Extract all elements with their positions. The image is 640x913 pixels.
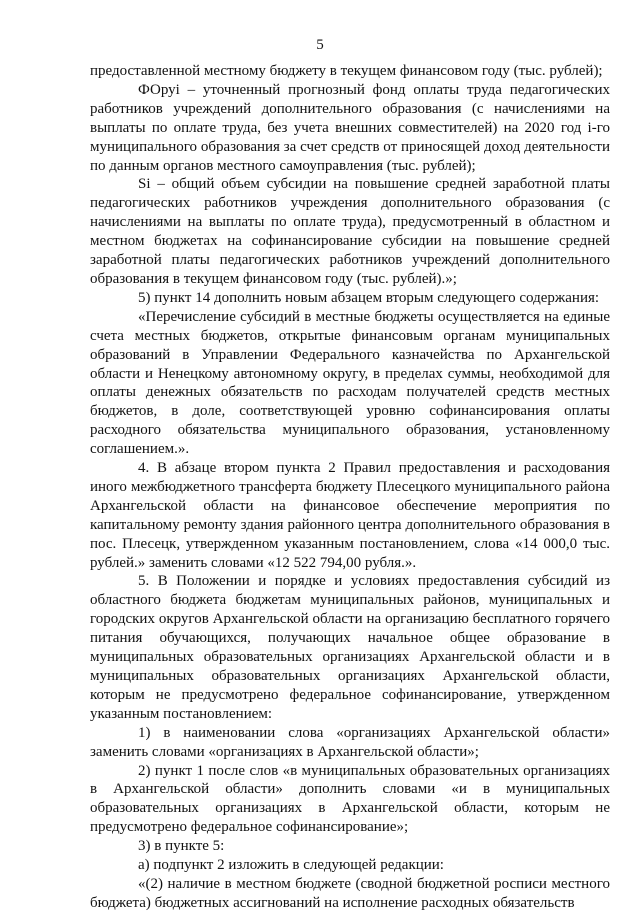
document-body <box>90 62 610 913</box>
paragraph: 4. В абзаце втором пункта 2 Правил предоставления и расходования иного межбюджетного трансферта бюджету Плесецкого муниципального района Архангельской области на финансовое обеспечение мероприятия по капитальному ремонту здания районного центра дополнительного образования в пос. Плесецк, утвержденном указанным постановлением, слова «14 000,0 тыс. рублей.» заменить словами «12 522 794,00 рубля.». <box>90 460 610 571</box>
paragraph: 5) пункт 14 дополнить новым абзацем вторым следующего содержания: <box>138 289 600 306</box>
paragraph: Si – общий объем субсидии на повышение средней заработной платы педагогических работников учреждения дополнительного образования (с начислениями на выплаты по оплате труда), предусмотренный в областном и местном бюджетах на софинансирование субсидии на повышение средней заработной платы педагогических работников учреждений дополнительного образования в текущем финансовом году (тыс. рублей).»; <box>90 176 610 287</box>
paragraph: а) подпункт 2 изложить в следующей редакции: <box>138 857 444 874</box>
paragraph: 2) пункт 1 после слов «в муниципальных образовательных организациях в Архангельской области» дополнить словами «и в муниципальных образовательных организациях в Архангельской области, которым не предусмотрено федеральное софинансирование»; <box>90 762 610 836</box>
paragraph: «(2) наличие в местном бюджете (сводной бюджетной росписи местного бюджета) бюджетных ассигнований на исполнение расходных обязательств <box>90 875 610 911</box>
paragraph: предоставленной местному бюджету в текущем финансовом году (тыс. рублей); <box>90 63 603 79</box>
paragraph: «Перечисление субсидий в местные бюджеты осуществляется на единые счета местных бюджетов, открытые финансовым органам муниципальных образований в Управлении Федерального казначейства по Архангельской области и Ненецкому автономному округу, в пределах суммы, необходимой для оплаты денежных обязательств по расходам получателей средств местных бюджетов, в доле, соответствующей уровню софинансирования оплаты расходного обязательства муниципального образования, установленному соглашением.». <box>90 308 610 458</box>
paragraph: 3) в пункте 5: <box>138 838 225 855</box>
paragraph: 5. В Положении и порядке и условиях предоставления субсидий из областного бюджета бюджетам муниципальных районов, муниципальных и городских округов Архангельской области на организацию бесплатного горячего питания обучающихся, получающих начальное общее образование в муниципальных образовательных организациях Архангельской области и в муниципальных образовательных организациях Архангельской области, которым не предусмотрено федеральное софинансирование, утвержденном указанным постановлением: <box>90 573 610 722</box>
paragraph: 1) в наименовании слова «организациях Архангельской области» заменить словами «организациях в Архангельской области»; <box>90 724 610 760</box>
page-number: 5 <box>316 37 324 53</box>
paragraph: ФОруі – уточненный прогнозный фонд оплаты труда педагогических работников учреждений дополнительного образования (с начислениями на выплаты по оплате труда, без учета внешних совместителей) на 2020 год і-го муниципального образования за счет средств от приносящей доход деятельности по данным органов местного самоуправления (тыс. рублей); <box>90 81 610 174</box>
